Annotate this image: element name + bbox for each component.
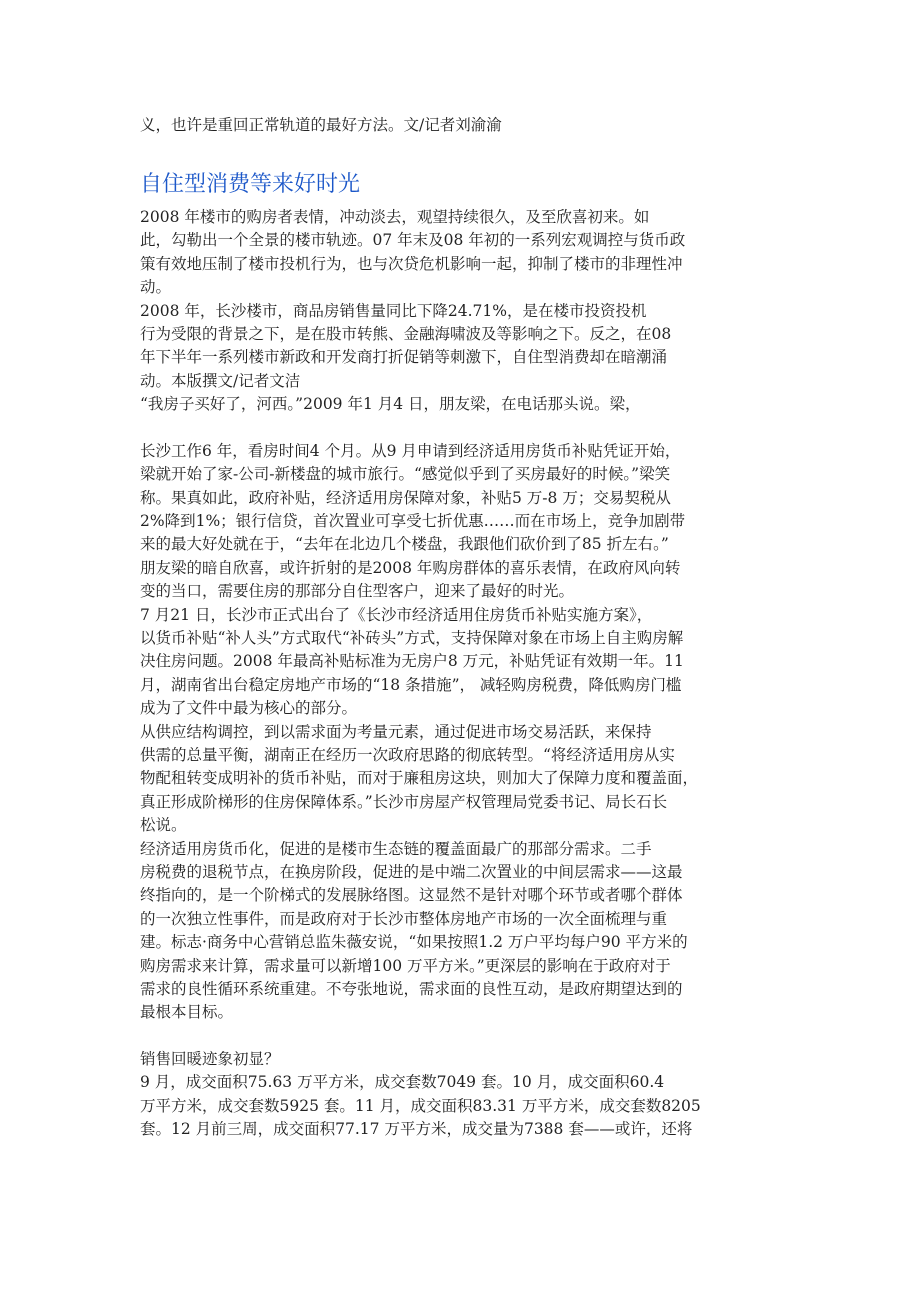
text-line: “我房子买好了，河西。”2009 年1 月4 日，朋友梁，在电话那头说。梁， [140, 395, 641, 414]
text-line: 万平方米，成交套数5925 套。11 月，成交面积83.31 万平方米，成交套数8205 [140, 1096, 701, 1115]
text-line: 供需的总量平衡，湖南正在经历一次政府思路的彻底转型。“将经济适用房从实 [140, 745, 675, 764]
text-line: 7 月21 日，长沙市正式出台了《长沙市经济适用住房货币补贴实施方案》， [140, 605, 653, 624]
text-line: 物配租转变成明补的货币补贴，而对于廉租房这块，则加大了保障力度和覆盖面， [140, 769, 699, 788]
text-line: 朋友梁的暗自欣喜，或许折射的是2008 年购房群体的喜乐表情，在政府风向转 [140, 558, 681, 577]
text-line: 经济适用房货币化，促进的是楼市生态链的覆盖面最广的那部分需求。二手 [140, 839, 652, 858]
text-line: 真正形成阶梯形的住房保障体系。”长沙市房屋产权管理局党委书记、局长石长 [140, 792, 668, 811]
text-line: 2008 年楼市的购房者表情，冲动淡去，观望持续很久，及至欣喜初来。如 [140, 208, 650, 226]
text-line: 2008 年，长沙楼市，商品房销售量同比下降24.71%，是在楼市投资投机 [140, 301, 647, 320]
text-line: 行为受限的背景之下，是在股市转熊、金融海啸波及等影响之下。反之，在08 [140, 324, 672, 343]
text-line: 房税费的退税节点，在换房阶段，促进的是中端二次置业的中间层需求——这最 [140, 862, 683, 881]
text-line: 购房需求来计算，需求量可以新增100 万平方米。”更深层的影响在于政府对于 [140, 956, 671, 975]
text-line: 月，湖南省出台稳定房地产市场的“18 条措施”， 减轻购房税费，降低购房门槛 [140, 675, 682, 694]
text-line: 成为了文件中最为核心的部分。 [140, 699, 358, 718]
text-line: 来的最大好处就在于，“去年在北边几个楼盘，我跟他们砍价到了85 折左右。” [140, 535, 669, 554]
text-line: 称。果真如此，政府补贴，经济适用房保障对象，补贴5 万-8 万；交易契税从 [140, 488, 671, 507]
text-line: 变的当口，需要住房的那部分自住型客户，迎来了最好的时光。 [140, 582, 575, 601]
text-line: 梁就开始了家-公司-新楼盘的城市旅行。“感觉似乎到了买房最好的时候。”梁笑 [140, 465, 671, 484]
text-line: 套。12 月前三周，成交面积77.17 万平方米，成交量为7388 套——或许，还将 [140, 1120, 693, 1139]
text-line: 动。 [140, 278, 172, 297]
text-line: 终指向的，是一个阶梯式的发展脉络图。这显然不是针对哪个环节或者哪个群体 [140, 886, 683, 905]
text-line: 最根本目标。 [140, 1003, 234, 1022]
text-line: 决住房问题。2008 年最高补贴标准为无房户8 万元，补贴凭证有效期一年。11 [140, 652, 684, 671]
text-line: 动。本版撰文/记者文洁 [140, 371, 301, 390]
text-line: 9 月，成交面积75.63 万平方米，成交套数7049 套。10 月，成交面积60.4 [140, 1073, 665, 1092]
text-line: 此，勾勒出一个全景的楼市轨迹。07 年末及08 年初的一系列宏观调控与货币政 [140, 231, 686, 250]
blank-line [140, 417, 780, 440]
text-line: 松说。 [140, 816, 187, 835]
blank-line [140, 1025, 780, 1048]
text-line: 长沙工作6 年，看房时间4 个月。从9 月申请到经济适用房货币补贴凭证开始， [140, 441, 681, 460]
text-line: 需求的良性循环系统重建。不夸张地说，需求面的良性互动，是政府期望达到的 [140, 979, 683, 998]
text-line: 年下半年一系列楼市新政和开发商打折促销等刺激下，自住型消费却在暗潮涌 [140, 348, 668, 367]
article-body [140, 206, 780, 1142]
lead-paragraph-tail: 义，也许是重回正常轨道的最好方法。文/记者刘渝渝 [140, 116, 502, 134]
text-line: 建。标志·商务中心营销总监朱薇安说，“如果按照1.2 万户平均每户90 平方米的 [140, 933, 688, 952]
article-title: 自住型消费等来好时光 [140, 172, 361, 197]
text-line: 从供应结构调控，到以需求面为考量元素，通过促进市场交易活跃，来保持 [140, 722, 652, 741]
text-line: 销售回暖迹象初显？ [140, 1050, 280, 1069]
text-line: 策有效地压制了楼市投机行为，也与次贷危机影响一起，抑制了楼市的非理性冲 [140, 254, 683, 273]
text-line: 2%降到1%；银行信贷，首次置业可享受七折优惠……而在市场上，竞争加剧带 [140, 512, 686, 531]
text-line: 的一次独立性事件，而是政府对于长沙市整体房地产市场的一次全面梳理与重 [140, 909, 668, 928]
text-line: 以货币补贴“补人头”方式取代“补砖头”方式，支持保障对象在市场上自主购房解 [140, 629, 684, 648]
